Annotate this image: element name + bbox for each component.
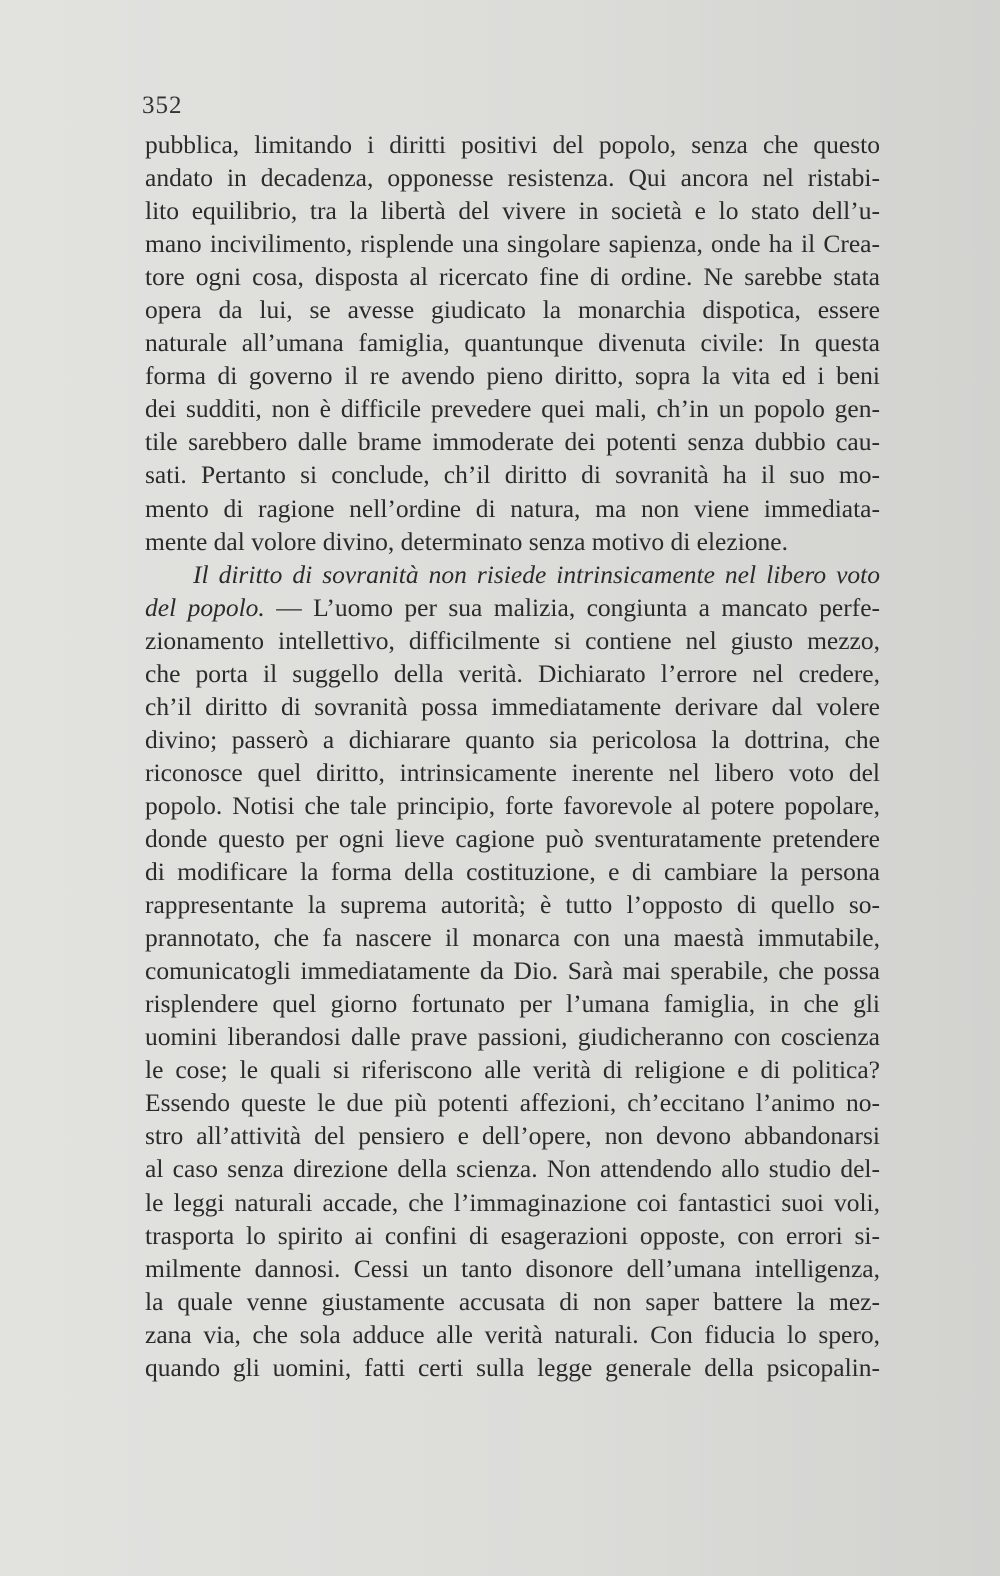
- text-line: tore ogni cosa, disposta al ricercato fine di ordine. Ne sarebbe stata: [145, 262, 880, 292]
- text-line: al caso senza direzione della scienza. Non attendendo allo studio del-: [145, 1154, 880, 1184]
- text-line: andato in decadenza, opponesse resistenza. Qui ancora nel ristabi-: [145, 163, 880, 193]
- text-line: milmente dannosi. Cessi un tanto disonore dell’umana intelligenza,: [145, 1253, 880, 1283]
- text-line: ch’il diritto di sovranità possa immediatamente derivare dal volere: [145, 691, 880, 721]
- text-line: sati. Pertanto si conclude, ch’il diritto di sovranità ha il suo mo-: [145, 460, 880, 490]
- text-line: stro all’attività del pensiero e dell’opere, non devono abbandonarsi: [145, 1121, 880, 1151]
- text-line: la quale venne giustamente accusata di non saper battere la mez-: [145, 1286, 880, 1316]
- text-line: forma di governo il re avendo pieno diritto, sopra la vita ed i beni: [145, 361, 880, 391]
- text-line: prannotato, che fa nascere il monarca con una maestà immutabile,: [145, 923, 880, 953]
- text-line: popolo. Notisi che tale principio, forte favorevole al potere popolare,: [145, 790, 880, 820]
- body-text: [145, 128, 880, 1384]
- text-line: Essendo queste le due più potenti affezioni, ch’eccitano l’animo no-: [145, 1088, 880, 1118]
- text-line: opera da lui, se avesse giudicato la monarchia dispotica, essere: [145, 295, 880, 325]
- text-line: le cose; le quali si riferiscono alle verità di religione e di politica?: [145, 1055, 880, 1085]
- text-line: mano incivilimento, risplende una singolare sapienza, onde ha il Crea-: [145, 229, 880, 259]
- text-line: pubblica, limitando i diritti positivi del popolo, senza che questo: [145, 130, 880, 159]
- text-line: riconosce quel diritto, intrinsicamente inerente nel libero voto del: [145, 757, 880, 787]
- text-line: rappresentante la suprema autorità; è tutto l’opposto di quello so-: [145, 890, 880, 920]
- text-line: zionamento intellettivo, difficilmente si contiene nel giusto mezzo,: [145, 625, 880, 655]
- text-line: risplendere quel giorno fortunato per l’umana famiglia, in che gli: [145, 989, 880, 1019]
- text-line: zana via, che sola adduce alle verità naturali. Con fiducia lo spero,: [145, 1319, 880, 1349]
- text-line: dei sudditi, non è difficile prevedere quei mali, ch’in un popolo gen-: [145, 394, 880, 424]
- section-heading-end: del popolo.: [145, 592, 265, 622]
- text-line: trasporta lo spirito ai confini di esagerazioni opposte, con errori si-: [145, 1220, 880, 1250]
- text-line: quando gli uomini, fatti certi sulla legge generale della psicopalin-: [145, 1352, 880, 1382]
- text-line: mento di ragione nell’ordine di natura, ma non viene immediata-: [145, 493, 880, 523]
- text-line: divino; passerò a dichiarare quanto sia pericolosa la dottrina, che: [145, 724, 880, 754]
- text-line: le leggi naturali accade, che l’immaginazione coi fantastici suoi voli,: [145, 1187, 880, 1217]
- text-line-rest: — L’uomo per sua malizia, congiunta a mancato perfe-: [264, 592, 880, 622]
- text-line: lito equilibrio, tra la libertà del vivere in società e lo stato dell’u-: [145, 196, 880, 226]
- text-line: tile sarebbero dalle brame immoderate dei potenti senza dubbio cau-: [145, 427, 880, 457]
- text-line: [145, 591, 880, 624]
- text-line: donde questo per ogni lieve cagione può sventuratamente pretendere: [145, 823, 880, 853]
- page-number: 352: [142, 92, 183, 119]
- text-line: che porta il suggello della verità. Dichiarato l’errore nel credere,: [145, 658, 880, 688]
- text-line: di modificare la forma della costituzione, e di cambiare la persona: [145, 857, 880, 887]
- text-line: mente dal volore divino, determinato senza motivo di elezione.: [145, 526, 788, 556]
- text-line: uomini liberandosi dalle prave passioni, giudicheranno con coscienza: [145, 1022, 880, 1052]
- text-line: comunicatogli immediatamente da Dio. Sarà mai sperabile, che possa: [145, 956, 880, 986]
- text-line: naturale all’umana famiglia, quantunque divenuta civile: In questa: [145, 328, 880, 358]
- section-heading-line: Il diritto di sovranità non risiede intrinsicamente nel libero voto: [193, 559, 880, 589]
